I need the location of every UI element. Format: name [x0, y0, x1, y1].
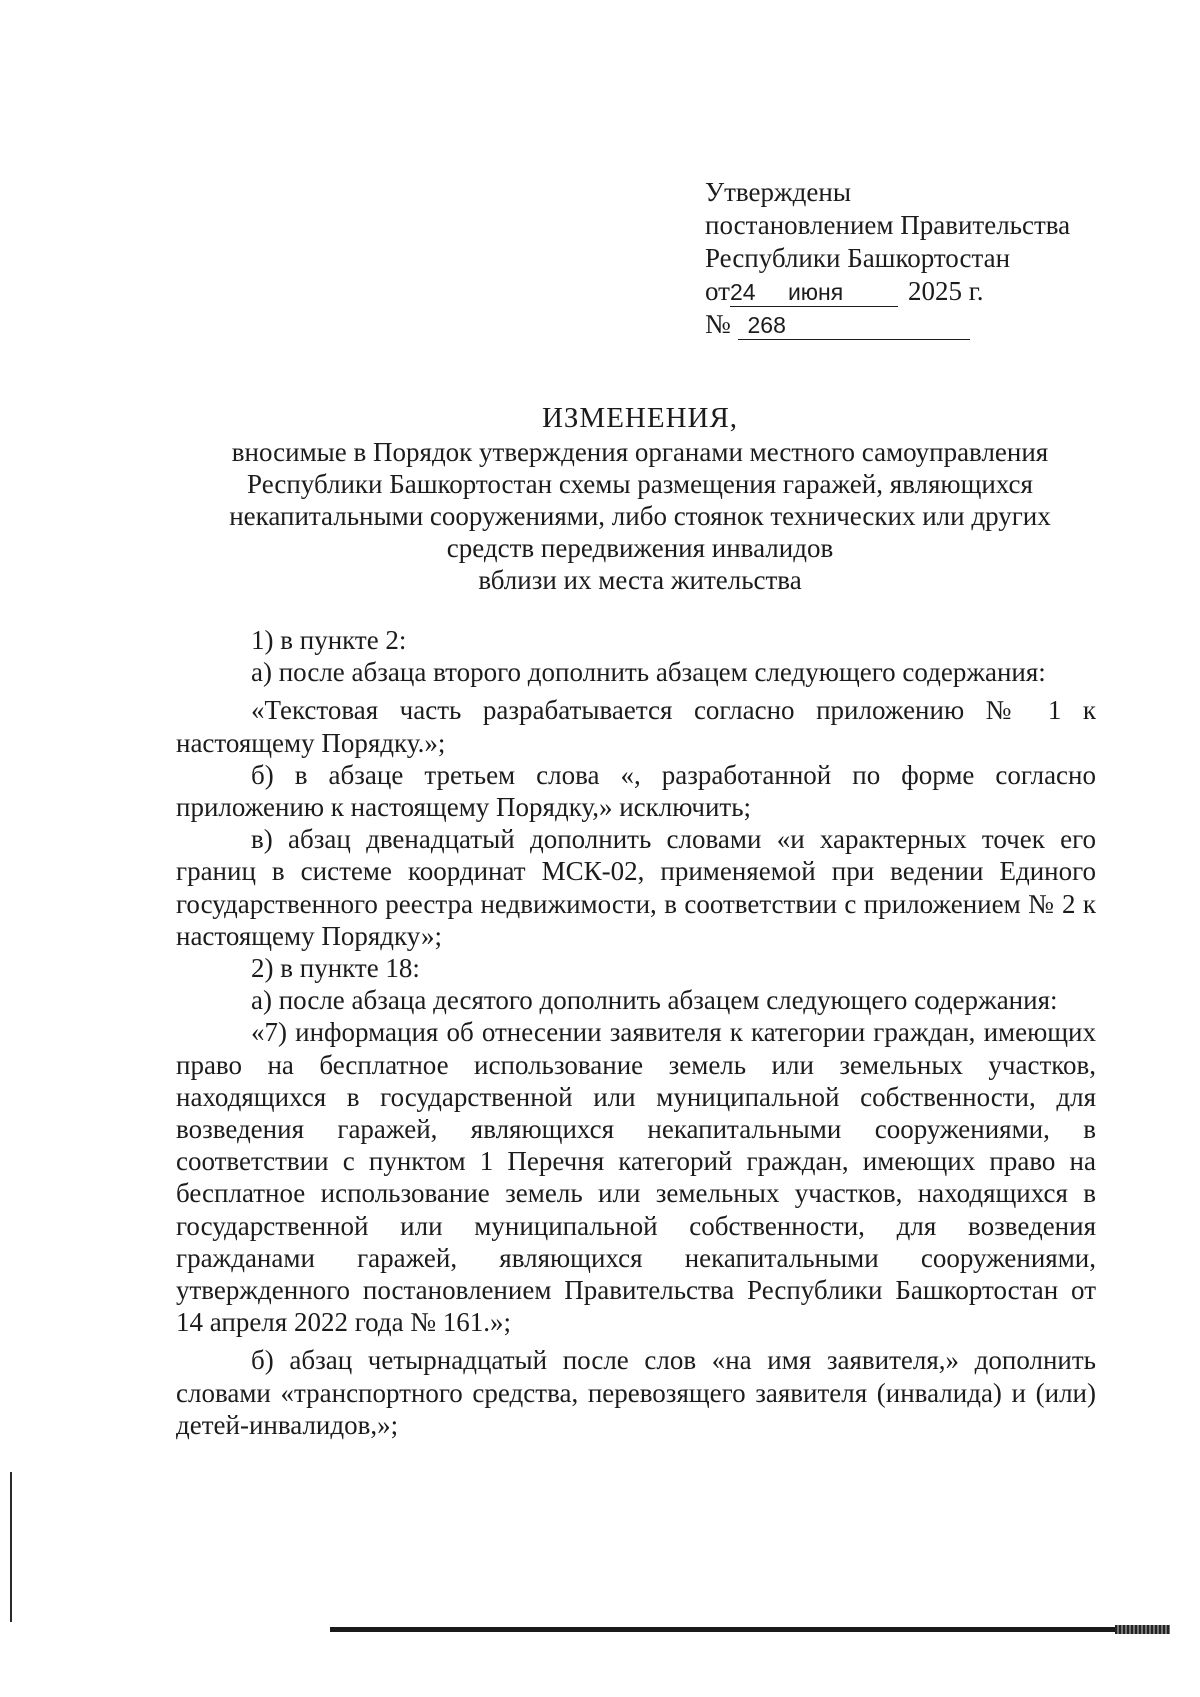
scan-bottom-edge [330, 1627, 1170, 1632]
document-heading [176, 402, 1104, 596]
paragraph: 2) в пункте 18: [251, 953, 420, 984]
document-number: 268 [738, 312, 970, 340]
date-day: 24 [730, 279, 788, 307]
paragraph: «7) информация об отнесении заявителя к категории граждан, имеющих право на бесплатное использование земель или земельных участков, находящихся в государственной или муниципальной собственности, для возведения гаражей, являющихся некапитальными сооружениями, в соответствии с пунктом 1 Перечня категорий граждан, имеющих право на бесплатное использование земель или земельных участков, находящихся в государственной или муниципальной собственности, для возведения гражданами гаражей, являющихся некапитальными сооружениями, утвержденного постановлением Правительства Республики Башкортостан от 14 апреля 2022 года № 161.»; [176, 1017, 1096, 1338]
document-title: ИЗМЕНЕНИЯ, [541, 402, 739, 434]
scan-edge-artifact [1115, 1625, 1170, 1634]
subtitle-line: вблизи их места жительства [478, 565, 802, 595]
paragraph: а) после абзаца десятого дополнить абзацем следующего содержания: [251, 985, 1058, 1016]
date-year: 2025 г. [907, 276, 984, 306]
paragraph: 1) в пункте 2: [251, 625, 407, 655]
paragraph: в) абзац двенадцатый дополнить словами «и характерных точек его границ в системе координат МСК-02, применяемой при ведении Единого государственного реестра недвижимости, в соответствии с приложением № 2 к настоящему Порядку»; [176, 824, 1096, 951]
paragraph: б) в абзаце третьем слова «, разработанной по форме согласно приложению к настоящему Порядку,» исключить; [176, 759, 1096, 823]
approval-stamp [705, 176, 1125, 341]
subtitle-line: средств передвижения инвалидов [446, 533, 834, 563]
document-body [176, 624, 1096, 1441]
paragraph: б) абзац четырнадцатый после слов «на имя заявителя,» дополнить словами «транспортного средства, перевозящего заявителя (инвалида) и (или) детей-инвалидов,»; [176, 1345, 1096, 1440]
paragraph: а) после абзаца второго дополнить абзацем следующего содержания: [251, 657, 1046, 688]
subtitle-line: некапитальными сооружениями, либо стоянок технических или других [229, 501, 1051, 531]
approval-line-1: Утверждены [705, 177, 851, 207]
number-prefix: № [705, 309, 731, 339]
paragraph: «Текстовая часть разрабатывается согласно приложению № 1 к настоящему Порядку.»; [176, 695, 1096, 758]
subtitle-line: Республики Башкортостан схемы размещения гаражей, являющихся [247, 469, 1033, 499]
approval-date-line [705, 275, 1125, 308]
scan-margin-line [10, 1472, 12, 1622]
approval-line-2: постановлением Правительства [705, 210, 1071, 240]
subtitle-line: вносимые в Порядок утверждения органами местного самоуправления [231, 437, 1049, 467]
date-month: июня [788, 279, 898, 307]
approval-line-3: Республики Башкортостан [705, 243, 1011, 273]
approval-number-line [705, 308, 1125, 341]
date-prefix: от [705, 276, 730, 306]
